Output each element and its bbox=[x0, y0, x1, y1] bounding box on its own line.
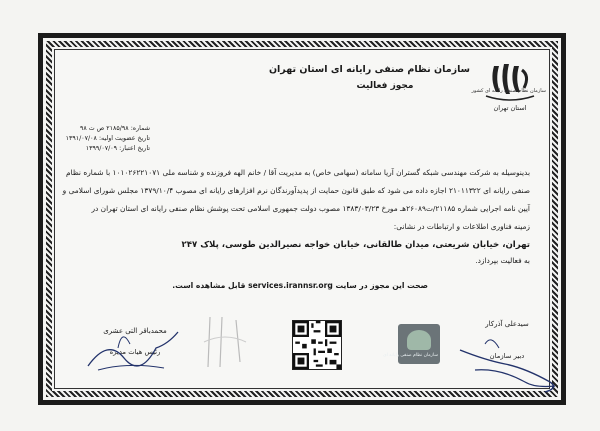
seal-caption: سازمان نظام صنفی رایانه ای bbox=[383, 353, 438, 358]
permit-title: مجوز فعالیت bbox=[356, 81, 414, 91]
organization-title: سازمان نظام صنفی رایانه ای استان تهران bbox=[268, 64, 470, 75]
faint-stamp-icon bbox=[200, 312, 250, 372]
validity-date: تاریخ اعتبار: ۱۳۹۹/۰۷/۰۹ bbox=[85, 145, 150, 152]
left-signatory-name: محمدباقر التی عشری bbox=[103, 327, 167, 335]
left-signatory-role: رئیس هیات مدیره bbox=[109, 348, 161, 356]
right-signature-icon bbox=[455, 330, 565, 400]
body-line-6: به فعالیت بپردازد. bbox=[475, 256, 530, 265]
verification-notice: صحت این مجوز در سایت services.irannsr.org قابل مشاهده است. bbox=[172, 281, 428, 290]
body-line-2: صنفی رایانه ای ۲۱۰۱۱۳۲۲ اجازه داده می شود که طبق قانون حمایت از پدیدآورندگان نرم افزارهای رایانه ای مصوب ۱۳۷۹/۱۰/۴ مجلس شورای اسلامی و bbox=[62, 186, 530, 195]
business-address: تهران، خیابان شریعتی، میدان طالقانی، خیابان خواجه نصیرالدین طوسی، پلاک ۲۴۷ bbox=[181, 240, 530, 250]
body-line-1: بدینوسیله به شرکت مهندسی شبکه گستران آریا سامانه (سهامی خاص) به مدیریت آقا / خانم الهه فروزنده و شناسه ملی ۱۰۱۰۲۶۲۲۱۰۷۱ با شماره نظام bbox=[66, 168, 530, 177]
right-signatory-name: سیدعلی آذرکار bbox=[485, 320, 529, 328]
logo-subtitle: استان تهران bbox=[493, 104, 527, 112]
organization-logo-icon bbox=[480, 58, 540, 104]
body-line-3: آیین نامه اجرایی شماره ۲۱۱۸۵/ت۲۶۰۸۹هـ مورخ ۱۳۸۳/۰۳/۲۳ مصوب دولت جمهوری اسلامی تحت پوشش نظام صنفی رایانه ای استان تهران در bbox=[91, 204, 530, 213]
first-membership-date: تاریخ عضویت اولیه: ۱۳۹۱/۰۷/۰۸ bbox=[65, 135, 150, 142]
body-line-4: زمینه فناوری اطلاعات و ارتباطات در نشانی: bbox=[393, 222, 530, 231]
hologram-seal bbox=[383, 324, 440, 364]
logo-ring-text: سازمان نظام صنفی رایانه ای کشور bbox=[471, 88, 546, 94]
qr-code-icon bbox=[292, 320, 342, 370]
permit-number: شماره: ۲۱۸۵/۹۸ ص ت ۹۸ bbox=[79, 125, 150, 132]
left-signature-icon bbox=[78, 318, 188, 378]
right-signatory-role: دبیر سازمان bbox=[489, 352, 525, 360]
seal-emblem-icon bbox=[407, 330, 431, 350]
